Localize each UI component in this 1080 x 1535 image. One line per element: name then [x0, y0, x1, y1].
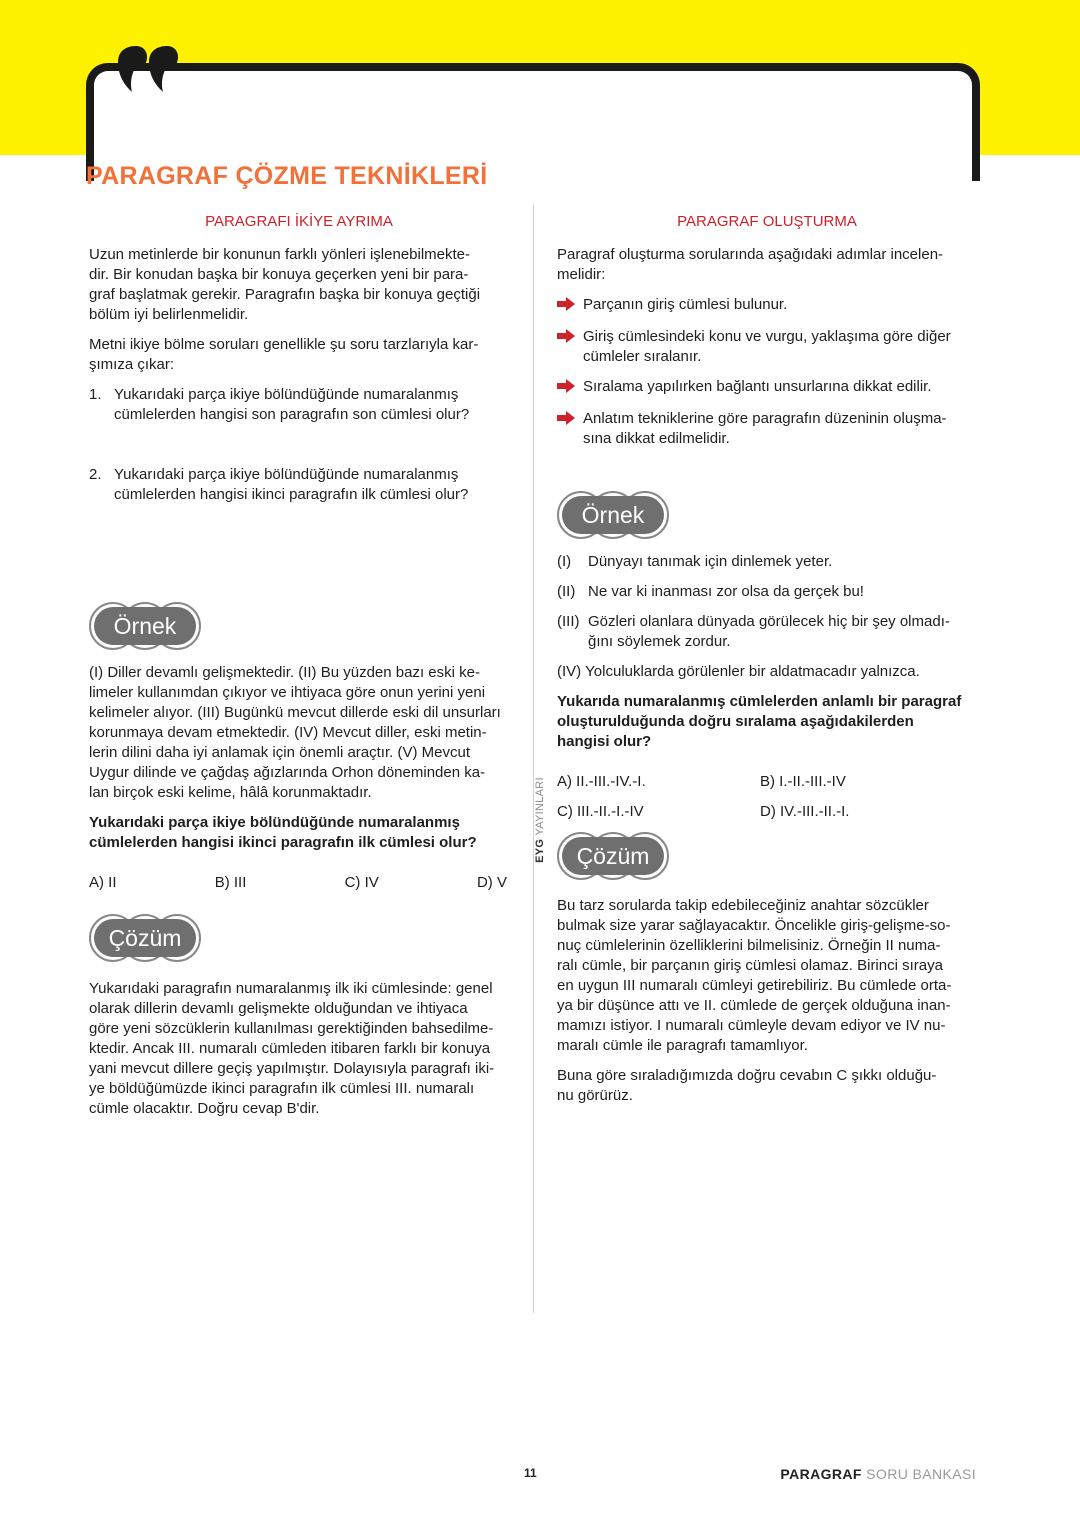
- list-item: Parçanın giriş cümlesi bulunur.: [557, 295, 977, 317]
- step-list: [557, 295, 977, 449]
- sentence-item: (I) Dünyayı tanımak için dinlemek yeter.: [557, 553, 833, 570]
- section-title-split: PARAGRAFI İKİYE AYRIMA: [205, 213, 393, 230]
- solution-text: Yukarıdaki paragrafın numaralanmış ilk iki cümlesinde: genel olarak dillerin devamlı gelişmekte olduğundan ve ihtiyaca göre yeni sözcüklerin kullanılması gerektiğinden bahsedilme- ktedir. Ancak III. numaralı cümleden itibaren farklı bir konuya yani mevcut dillere geçiş yapılmıştır. Dolayısıyla paragrafı iki- ye böldüğümüzde ikinci paragrafın ilk cümlesi III. numaralı cümle olacaktır. Doğru cevap B'dir.: [89, 980, 495, 1117]
- build-intro: Paragraf oluşturma sorularında aşağıdaki adımlar incelen- melidir:: [557, 246, 944, 283]
- option-b: B) III: [214, 874, 247, 891]
- quote-icon: [116, 44, 180, 96]
- right-column: [557, 212, 977, 1106]
- left-column: [89, 212, 509, 1119]
- list-item: Giriş cümlesindeki konu ve vurgu, yaklaşıma göre diğer cümleler sıralanır.: [557, 327, 977, 367]
- split-intro: Uzun metinlerde bir konunun farklı yönleri işlenebilmekte- dir. Bir konudan başka bir konuya geçerken yeni bir para- graf başlatmak gerekir. Paragrafın başka bir konuya geçtiği bölüm iyi belirlenmelidir.: [89, 246, 481, 323]
- split-types-intro: Metni ikiye bölme soruları genellikle şu soru tarzlarıyla kar- şımıza çıkar:: [89, 336, 479, 373]
- page-number: 11: [524, 1466, 537, 1480]
- option-b: B) I.-II.-III.-IV: [760, 773, 846, 790]
- book-title-footer: PARAGRAF SORU BANKASI: [780, 1466, 976, 1482]
- option-c: C) III.-II.-I.-IV: [557, 803, 644, 820]
- option-d: D) V: [476, 874, 507, 891]
- arrow-icon: [557, 409, 583, 449]
- example-question: Yukarıda numaralanmış cümlelerden anlamlı bir paragraf oluşturulduğunda doğru sıralama aşağıdakilerden hangisi olur?: [557, 693, 962, 750]
- answer-options-row-2: [557, 802, 977, 822]
- column-divider: [533, 205, 534, 1313]
- example-badge: Örnek: [89, 602, 201, 650]
- list-item: Sıralama yapılırken bağlantı unsurlarına dikkat edilir.: [557, 377, 977, 399]
- option-d: D) IV.-III.-II.-I.: [760, 803, 850, 820]
- list-item: Anlatım tekniklerine göre paragrafın düzeninin oluşma- sına dikkat edilmelidir.: [557, 409, 977, 449]
- sentence-item: (III) Gözleri olanlara dünyada görülecek hiç bir şey olmadı- ğını söylemek zordur.: [557, 613, 950, 650]
- solution-conclusion: Buna göre sıraladığımızda doğru cevabın C şıkkı olduğu- nu görürüz.: [557, 1067, 937, 1104]
- example-text: (I) Diller devamlı gelişmektedir. (II) Bu yüzden bazı eski ke- limeler kullanımdan çıkıyor ve ihtiyaca göre onun yerini yeni kelimeler alıyor. (III) Bugünkü mevcut dillerde eski dil unsurları korunmaya devam etmektedir. (IV) Mevcut diller, eski metin- lerin dilini daha iyi anlamak için önemli araçtır. (V) Mevcut Uygur dilinde ve çağdaş ağızlarında Orhon döneminden ka- lan birçok eski kelime, hâlâ korunmaktadır.: [89, 664, 501, 801]
- sentence-item: (II) Ne var ki inanması zor olsa da gerçek bu!: [557, 583, 864, 600]
- example-question: Yukarıdaki parça ikiye bölündüğünde numaralanmış cümlelerden hangisi ikinci paragrafın ilk cümlesi olur?: [89, 814, 477, 851]
- publisher-side-label: EYG YAYINLARI: [534, 772, 546, 868]
- section-title-build: PARAGRAF OLUŞTURMA: [677, 213, 857, 230]
- solution-badge: Çözüm: [89, 914, 201, 962]
- question-type-1: 1. Yukarıdaki parça ikiye bölündüğünde numaralanmış cümlelerden hangisi son paragrafın son cümlesi olur?: [89, 386, 470, 423]
- example-badge: Örnek: [557, 491, 669, 539]
- question-type-2: 2. Yukarıdaki parça ikiye bölündüğünde numaralanmış cümlelerden hangisi ikinci paragrafın ilk cümlesi olur?: [89, 466, 469, 503]
- option-a: A) II: [89, 874, 117, 891]
- option-a: A) II.-III.-IV.-I.: [557, 773, 646, 790]
- solution-text: Bu tarz sorularda takip edebileceğiniz anahtar sözcükler bulmak size yarar sağlayacaktır. Öncelikle giriş-gelişme-so- nuç cümlelerinin özelliklerini bilmelisiniz. Örneğin II numa- ralı cümle, bir parçanın giriş cümlesi olamaz. Birinci sıraya en uygun III numaralı cümleyi getirebiliriz. Bu cümlede orta- ya bir düşünce attı ve II. cümlede de gerçek olduğuna inan- mamızı istiyor. I numaralı cümleyle devam ediyor ve IV nu- maralı cümle ile paragrafı tamamlıyor.: [557, 897, 952, 1054]
- option-c: C) IV: [344, 874, 379, 891]
- arrow-icon: [557, 327, 583, 367]
- sentence-item: (IV) Yolculuklarda görülenler bir aldatmacadır yalnızca.: [557, 663, 920, 680]
- arrow-icon: [557, 377, 583, 399]
- arrow-icon: [557, 295, 583, 317]
- answer-options: [89, 873, 507, 893]
- solution-badge: Çözüm: [557, 832, 669, 880]
- page-title: PARAGRAF ÇÖZME TEKNİKLERİ: [86, 162, 488, 190]
- answer-options-row-1: [557, 772, 977, 792]
